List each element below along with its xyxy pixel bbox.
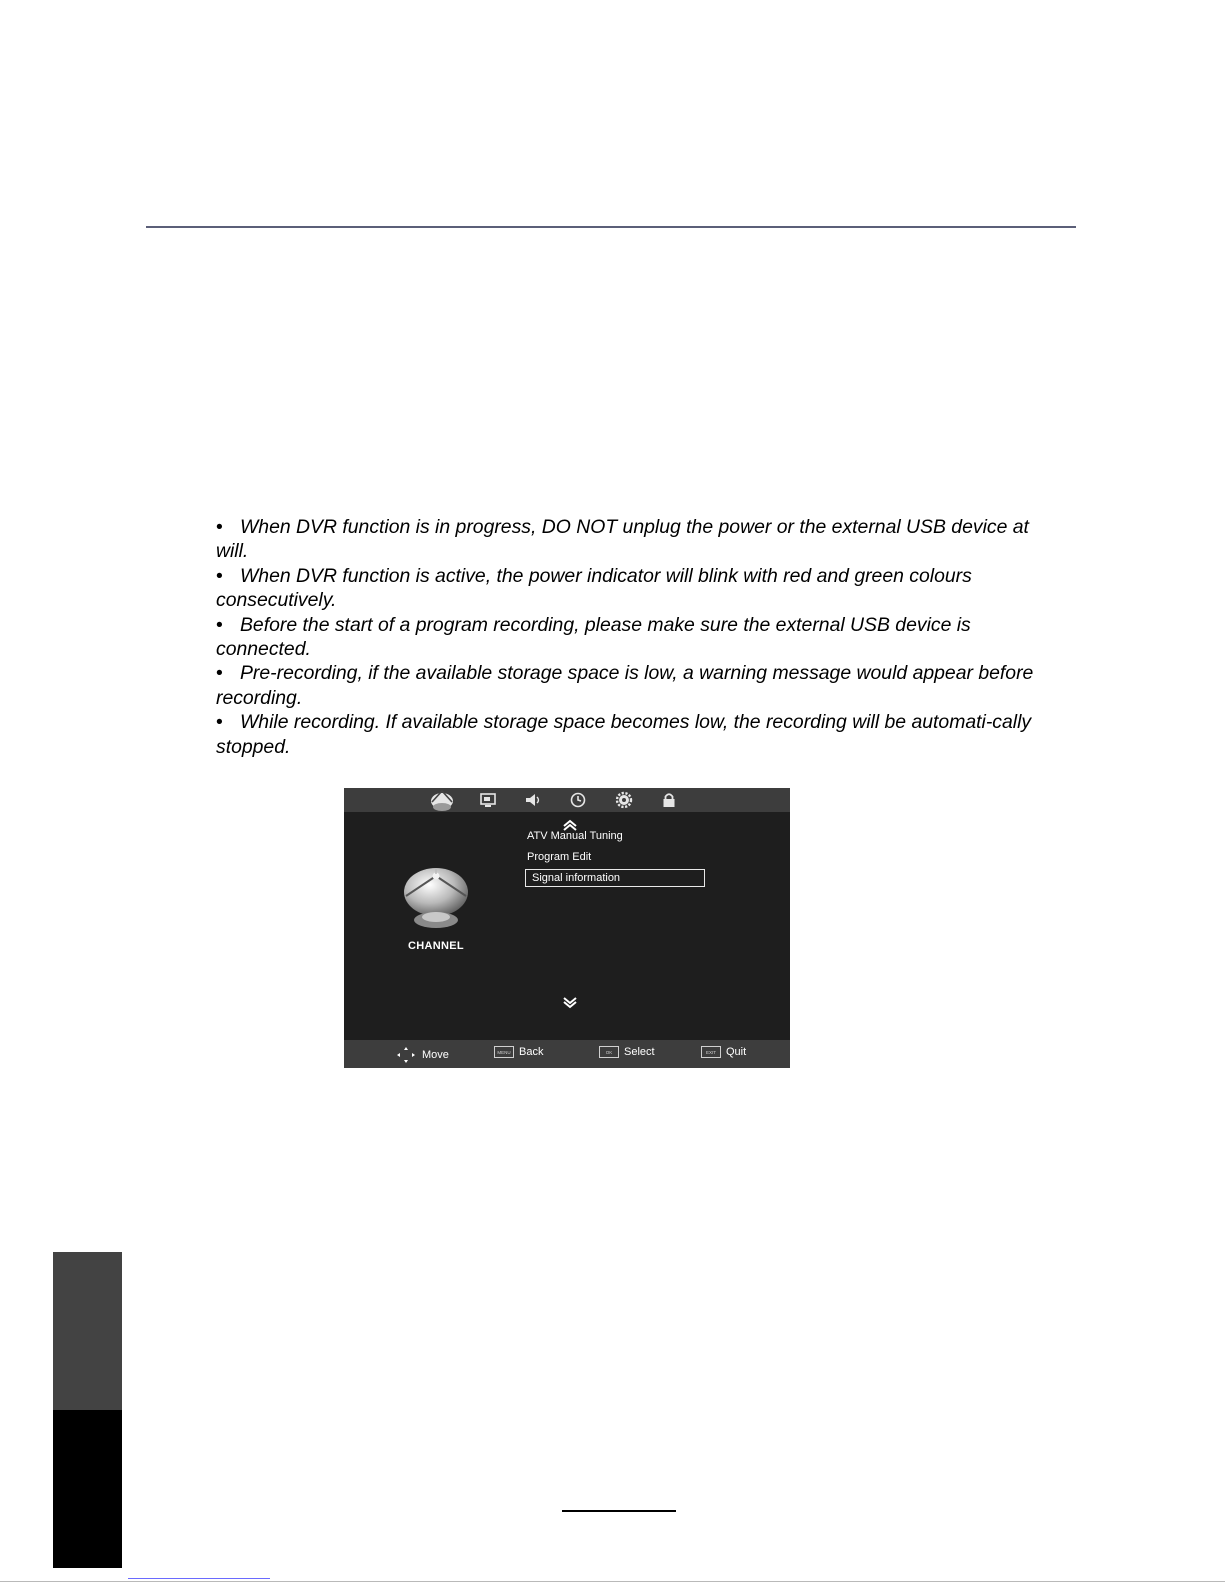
tv-menu-hint-bar — [344, 1040, 790, 1068]
hint-select: OK Select — [599, 1046, 655, 1058]
sound-icon[interactable] — [522, 790, 544, 810]
tv-menu-screenshot — [344, 788, 790, 1068]
setup-gear-icon[interactable] — [613, 790, 635, 810]
note-item: • When DVR function is in progress, DO NOT unplug the power or the external USB device at will. — [216, 516, 1029, 563]
note-item: • While recording. If available storage space becomes low, the recording will be automati-cally stopped. — [216, 711, 1032, 758]
picture-icon[interactable] — [477, 790, 499, 810]
note-item: • When DVR function is active, the power indicator will blink with red and green colours consecutively. — [216, 564, 972, 612]
channel-dish-icon[interactable] — [429, 788, 455, 812]
move-arrows-icon — [396, 1046, 416, 1064]
page-number-rule — [562, 1510, 676, 1512]
lock-icon[interactable] — [658, 790, 680, 810]
scroll-down-icon[interactable] — [560, 996, 580, 1010]
menu-key-icon: MENU — [494, 1046, 514, 1058]
dvr-notes-list — [216, 515, 1036, 759]
menu-item-program-edit[interactable]: Program Edit — [527, 851, 592, 863]
section-tab-grey — [53, 1252, 122, 1410]
hint-move: Move — [396, 1046, 449, 1064]
menu-item-atv-manual-tuning[interactable]: ATV Manual Tuning — [527, 830, 623, 842]
note-item: • Before the start of a program recording, please make sure the external USB device is connected. — [216, 613, 971, 661]
exit-key-icon: EXIT — [701, 1046, 721, 1058]
channel-dish-illustration — [402, 866, 470, 930]
footer-link-rule — [128, 1578, 270, 1579]
hint-back: MENU Back — [494, 1046, 543, 1058]
menu-item-signal-information[interactable]: Signal information — [525, 869, 705, 887]
time-icon[interactable] — [567, 790, 589, 810]
hint-quit: EXIT Quit — [701, 1046, 746, 1058]
ok-key-icon: OK — [599, 1046, 619, 1058]
category-label: CHANNEL — [408, 940, 464, 952]
section-tab-black — [53, 1410, 122, 1568]
tv-menu-top-bar — [344, 788, 790, 812]
footer-rule — [0, 1581, 1225, 1582]
note-item: • Pre-recording, if the available storage space is low, a warning message would appear before recording. — [216, 662, 1034, 709]
header-rule — [146, 226, 1076, 228]
